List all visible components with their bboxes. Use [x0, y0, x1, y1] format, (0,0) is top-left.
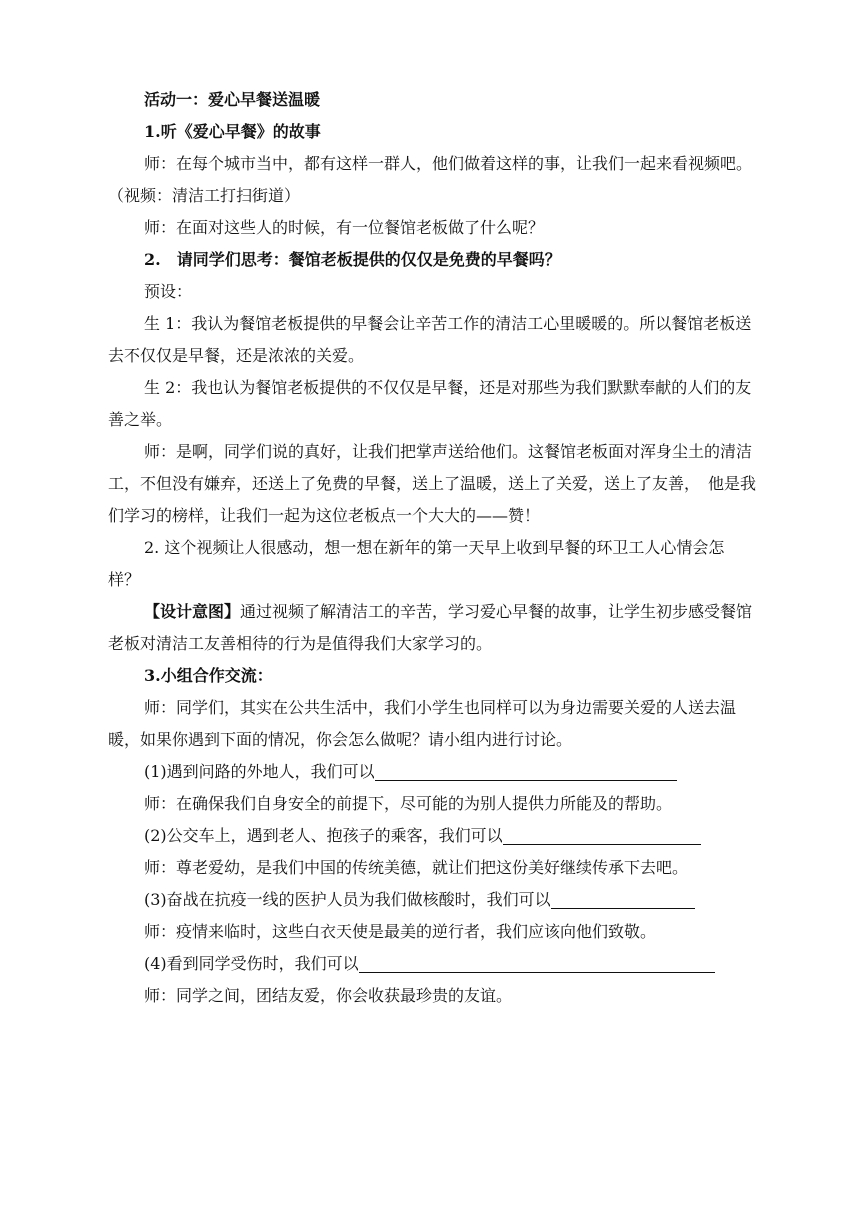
part2-heading: 2. 请同学们思考：餐馆老板提供的仅仅是免费的早餐吗？ [144, 250, 561, 269]
answer-blank-2 [503, 824, 701, 845]
teacher-response-2: 师：尊老爱幼，是我们中国的传统美德，就让们把这份美好继续传承下去吧。 [144, 858, 689, 877]
section-title: 活动一：爱心早餐送温暖 [144, 90, 321, 109]
scenario-prompt-3: (3)奋战在抗疫一线的医护人员为我们做核酸时，我们可以 [144, 890, 551, 909]
scenario-item-1 [108, 756, 756, 788]
design-intent-label: 【设计意图】 [144, 602, 241, 621]
scenario-prompt-1: (1)遇到问路的外地人，我们可以 [144, 762, 375, 781]
scenario-item-4 [108, 948, 756, 980]
teacher-response-4: 师：同学之间，团结友爱，你会收获最珍贵的友谊。 [144, 986, 513, 1005]
part3-heading: 3.小组合作交流： [144, 666, 273, 685]
design-intent [108, 596, 756, 660]
scenario-item-3 [108, 884, 756, 916]
teacher-paragraph-1: 师：在每个城市当中，都有这样一群人，他们做着这样的事，让我们一起来看视频吧。（视频：清洁工打扫街道） [108, 154, 753, 205]
answer-blank-3 [551, 888, 695, 909]
teacher-response-3: 师：疫情来临时，这些白衣天使是最美的逆行者，我们应该向他们致敬。 [144, 922, 657, 941]
document-page [108, 84, 756, 1012]
answer-blank-1 [375, 760, 677, 781]
student-answer-1: 生 1：我认为餐馆老板提供的早餐会让辛苦工作的清洁工心里暖暖的。所以餐馆老板送去不仅仅是早餐，还是浓浓的关爱。 [108, 314, 752, 365]
scenario-prompt-2: (2)公交车上，遇到老人、抱孩子的乘客，我们可以 [144, 826, 503, 845]
scenario-item-2 [108, 820, 756, 852]
teacher-paragraph-3: 师：是啊，同学们说的真好，让我们把掌声送给他们。这餐馆老板面对浑身尘土的清洁工，不但没有嫌弃，还送上了免费的早餐，送上了温暖，送上了关爱，送上了友善， 他是我们学习的榜样，让我们一起为这位老板点一个大大的——赞！ [108, 442, 757, 525]
part1-heading: 1.听《爱心早餐》的故事 [144, 122, 321, 141]
preset-label: 预设： [144, 282, 193, 301]
teacher-response-1: 师：在确保我们自身安全的前提下，尽可能的为别人提供力所能及的帮助。 [144, 794, 673, 813]
answer-blank-4 [359, 952, 715, 973]
teacher-paragraph-2: 师：在面对这些人的时候，有一位餐馆老板做了什么呢？ [144, 218, 545, 237]
design-intent-text: 通过视频了解清洁工的辛苦，学习爱心早餐的故事，让学生初步感受餐馆老板对清洁工友善相待的行为是值得我们大家学习的。 [108, 602, 753, 653]
student-answer-2: 生 2：我也认为餐馆老板提供的不仅仅是早餐，还是对那些为我们默默奉献的人们的友善之举。 [108, 378, 752, 429]
teacher-intro: 师：同学们，其实在公共生活中，我们小学生也同样可以为身边需要关爱的人送去温暖，如果你遇到下面的情况，你会怎么做呢？请小组内进行讨论。 [108, 698, 737, 749]
scenario-prompt-4: (4)看到同学受伤时，我们可以 [144, 954, 359, 973]
reflection-question: 2. 这个视频让人很感动，想一想在新年的第一天早上收到早餐的环卫工人心情会怎样？ [108, 538, 725, 589]
